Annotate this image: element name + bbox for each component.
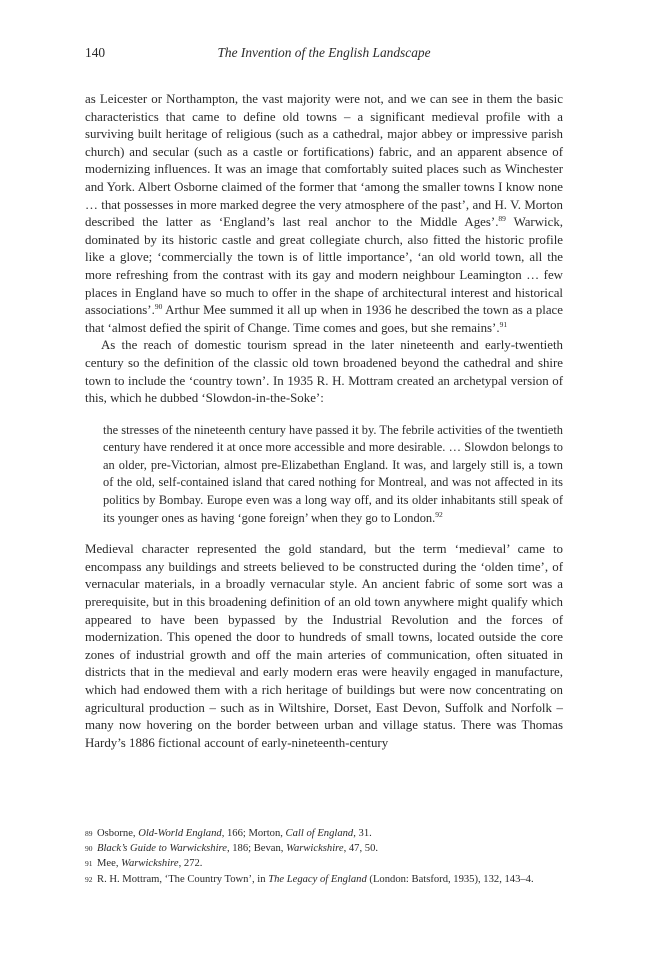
footnote-title: Warwickshire bbox=[286, 843, 344, 855]
footnote-title: Warwickshire bbox=[121, 858, 179, 870]
paragraph-1-part-1: as Leicester or Northampton, the vast majority were not, and we can see in them the basic characteristics that came to define old towns – a significant medieval profile with a surviving built heritage of religious (such as a cathedral, major abbey or impressive parish church) and secular (such as a castle or fortifications) fabric, and an apparent absence of modernizing influences. It was an image that comfortably suited places such as Winchester and York. Albert Osborne claimed of the former that ‘among the smaller towns I know none … that possesses in more marked degree the very atmosphere of the past’, and H. V. Morton described the latter as ‘England’s last real anchor to the Middle Ages’. bbox=[85, 92, 563, 230]
footnote-title: The Legacy of England bbox=[268, 873, 367, 885]
footnote-text-part: , 272. bbox=[178, 858, 203, 870]
footnote-ref-92[interactable]: 92 bbox=[435, 509, 443, 519]
block-quote bbox=[103, 422, 563, 528]
footnote-number: 90 bbox=[85, 844, 93, 854]
footnote-ref-89[interactable]: 89 bbox=[498, 214, 506, 224]
footnote-text bbox=[97, 872, 563, 887]
footnote-text bbox=[97, 826, 563, 841]
footnote-90 bbox=[85, 841, 563, 856]
paragraph-2: As the reach of domestic tourism spread in the later nineteenth and early-twentieth century so the definition of the classic old town broadened beyond the cathedral and shire town to include the ‘country town’. In 1935 R. H. Mottram created an archetypal version of this, which he dubbed ‘Slowdon-in-the-Soke’: bbox=[85, 338, 563, 406]
footnote-text-part: , 31. bbox=[353, 828, 372, 839]
footnote-text-part: , 47, 50. bbox=[343, 843, 379, 855]
paragraph-1 bbox=[85, 91, 563, 337]
footnote-text-part: , 186; Bevan, bbox=[226, 843, 287, 855]
footnote-89 bbox=[85, 826, 563, 841]
footnote-title: Old-World England bbox=[138, 828, 222, 839]
footnote-text-part: , 166; Morton, bbox=[221, 828, 286, 839]
footnote-number: 92 bbox=[85, 874, 93, 884]
footnote-title: Black’s Guide to Warwickshire bbox=[97, 843, 227, 855]
footnote-92 bbox=[85, 872, 563, 887]
paragraph-3: Medieval character represented the gold standard, but the term ‘medieval’ came to encompass any buildings and streets believed to be constructed during the ‘olden time’, of vernacular materials, in a broadly vernacular style. An ancient fabric of some sort was a prerequisite, but in this broadening definition of an old town anywhere might qualify which appeared to have been bypassed by the Industrial Revolution and the forces of modernization. This opened the door to hundreds of small towns, located outside the core zones of industrial growth and off the main arteries of communication, often situated in districts that in the medieval and early modern eras were heavily engaged in manufacture, which had endowed them with a rich heritage of buildings but were now concentrating on agricultural production – such as in Wiltshire, Dorset, East Devon, Suffolk and Norfolk – many now hovering on the border between urban and village status. There was Thomas Hardy’s 1886 fictional account of early-nineteenth-century bbox=[85, 542, 563, 750]
footnote-text-part: R. H. Mottram, ‘The Country Town’, in bbox=[97, 873, 269, 885]
footnote-number: 91 bbox=[85, 859, 93, 869]
page-number: 140 bbox=[85, 45, 106, 60]
paragraph-1-part-2: Warwick, dominated by its historic castle and great collegiate church, also fitted the historic profile like a glove; ‘commercially the town is of little importance’, ‘an old world town, all the more refreshing from the contrast with its gay and modern neighbour Leamington … few places in England have so much to offer in the shape of architectural interest and historical associations’. bbox=[85, 215, 563, 318]
footnote-91 bbox=[85, 856, 563, 871]
body-text bbox=[85, 91, 563, 752]
footnote-text bbox=[97, 856, 563, 871]
paragraph-1-part-3: Arthur Mee summed it all up when in 1936 he described the town as a place that ‘almost defied the spirit of Change. Time comes and goes, but she remains’. bbox=[85, 303, 563, 335]
footnote-number: 89 bbox=[85, 829, 93, 838]
footnote-text bbox=[97, 841, 563, 856]
footnote-ref-90[interactable]: 90 bbox=[154, 302, 163, 312]
footnote-text-part: Osborne, bbox=[97, 828, 139, 839]
footnote-title: Call of England bbox=[285, 828, 354, 839]
footnote-ref-91[interactable]: 91 bbox=[499, 319, 508, 329]
footnote-text-part: (London: Batsford, 1935), 132, 143–4. bbox=[366, 873, 534, 885]
running-title: The Invention of the English Landscape bbox=[217, 45, 431, 60]
footnotes bbox=[85, 826, 563, 887]
footnote-text-part: Mee, bbox=[97, 858, 122, 870]
block-quote-text: the stresses of the nineteenth century have passed it by. The febrile activities of the twentieth century have rendered it at once more accessible and more desirable. … Slowdon belongs to an older, pre-Victorian, almost pre-Elizabethan England. It was, and largely still is, a town of the old, self-contained island that cared nothing for Montreal, and was not affected in its politics by Bombay. Europe even was a long way off, and its older inhabitants still speak of its younger ones as having ‘gone foreign’ when they go to London. bbox=[103, 422, 563, 525]
